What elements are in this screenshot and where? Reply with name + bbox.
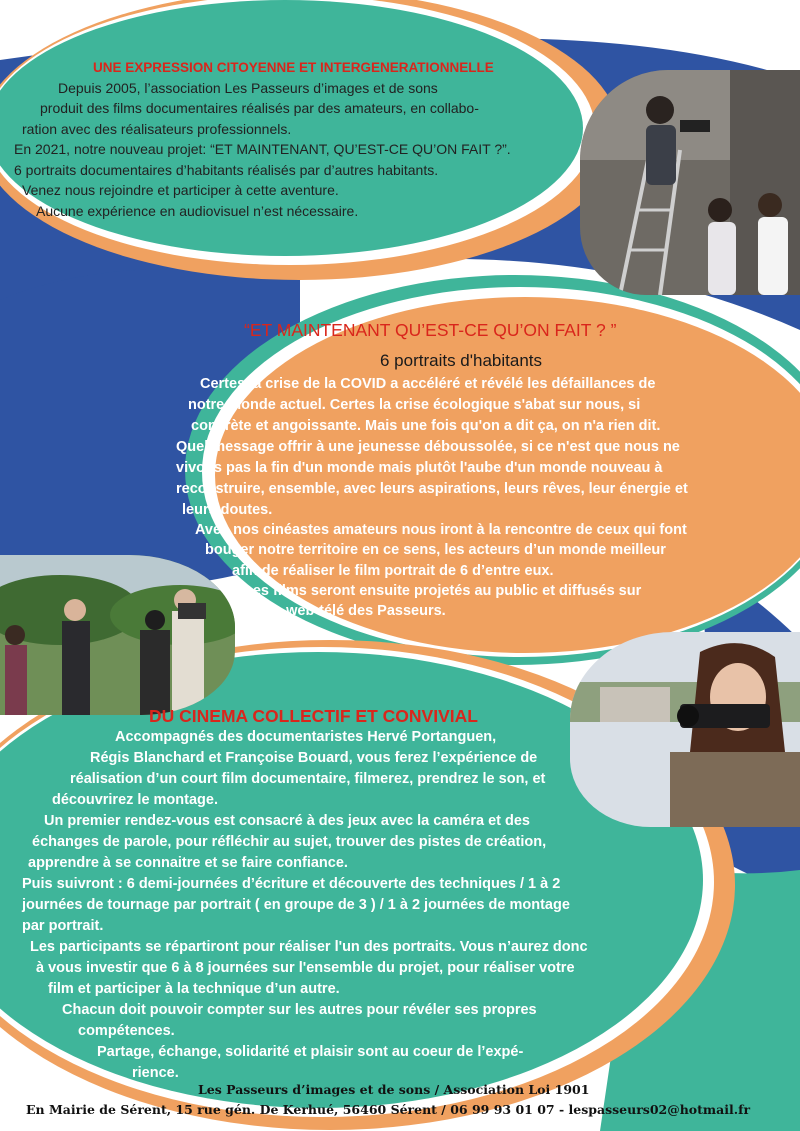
section3-line: Accompagnés des documentaristes Hervé Portanguen,: [115, 729, 497, 745]
photo-film-crew-ladder: [580, 70, 800, 295]
section3-line: Un premier rendez-vous est consacré à des jeux avec la caméra et des: [44, 813, 530, 829]
section2-line: Quel message offrir à une jeunesse déboussolée, si ce n'est que nous ne: [176, 439, 680, 455]
section2-line: la web-télé des Passeurs.: [270, 603, 446, 619]
section1-line: Venez nous rejoindre et participer à cette aventure.: [22, 182, 339, 198]
section3-heading: DU CINEMA COLLECTIF ET CONVIVIAL: [149, 706, 478, 726]
section1-line: Depuis 2005, l’association Les Passeurs d’images et de sons: [58, 80, 438, 96]
section2-line: Avec nos cinéastes amateurs nous iront à la rencontre de ceux qui font: [195, 522, 687, 538]
section2-subheading: 6 portraits d'habitants: [380, 351, 543, 370]
section3-line: compétences.: [78, 1023, 175, 1039]
section3-line: Les participants se répartiront pour réaliser l'un des portraits. Vous n’aurez donc: [30, 939, 588, 955]
section2-line: bouger notre territoire en ce sens, les acteurs d’un monde meilleur: [205, 542, 666, 558]
section2-line: reconstruire, ensemble, avec leurs aspirations, leurs rêves, leur énergie et: [176, 481, 688, 497]
section2-line: Certes la crise de la COVID a accéléré et révélé les défaillances de: [200, 376, 656, 392]
section3-line: apprendre à se connaitre et se faire confiance.: [28, 855, 348, 871]
section1-heading: UNE EXPRESSION CITOYENNE ET INTERGENERATIONNELLE: [93, 60, 494, 75]
section2-line: afin de réaliser le film portrait de 6 d’entre eux.: [232, 563, 554, 579]
section3-line: Chacun doit pouvoir compter sur les autres pour révéler ses propres: [62, 1002, 537, 1018]
section1-line: 6 portraits documentaires d’habitants réalisés par d’autres habitants.: [14, 162, 439, 178]
footer-contact: En Mairie de Sérent, 15 rue gén. De Kerhué, 56460 Sérent / 06 99 93 01 07 - lespasseurs02@hotmail.fr: [26, 1102, 751, 1117]
section3-line: film et participer à la technique d’un autre.: [48, 981, 340, 997]
section1-line: produit des films documentaires réalisés par des amateurs, en collabo-: [40, 100, 479, 116]
section3-line: journées de tournage par portrait ( en groupe de 3 ) / 1 à 2 journées de montage: [22, 897, 570, 913]
footer-association: Les Passeurs d’images et de sons / Association Loi 1901: [198, 1082, 590, 1097]
section3-line: réalisation d’un court film documentaire, filmerez, prendrez le son, et: [70, 771, 546, 787]
section2-heading: “ET MAINTENANT QU’EST-CE QU’ON FAIT ? ”: [244, 320, 617, 340]
section1-line: En 2021, notre nouveau projet: “ET MAINTENANT, QU’EST-CE QU’ON FAIT ?”.: [14, 141, 511, 157]
section3-line: Partage, échange, solidarité et plaisir sont au coeur de l’expé-: [97, 1044, 524, 1060]
section2-line: leurs doutes.: [182, 502, 273, 518]
photo-outdoor-film-crew: [0, 555, 235, 715]
section1-line: Aucune expérience en audiovisuel n’est nécessaire.: [36, 203, 359, 219]
photo-woman-with-camera: [570, 632, 800, 827]
section3-line: découvrirez le montage.: [52, 792, 218, 808]
section3-line: rience.: [132, 1065, 179, 1081]
section2-line: vivons pas la fin d'un monde mais plutôt l'aube d'un monde nouveau à: [176, 460, 663, 476]
section3-line: Puis suivront : 6 demi-journées d’écriture et découverte des techniques / 1 à 2: [22, 876, 561, 892]
section3-line: par portrait.: [22, 918, 104, 934]
section2-line: notre monde actuel. Certes la crise écologique s'abat sur nous, si: [188, 397, 641, 413]
section3-line: à vous investir que 6 à 8 journées sur l'ensemble du projet, pour réaliser votre: [36, 960, 575, 976]
section2-line: concrète et angoissante. Mais une fois qu'on a dit ça, on n'a rien dit.: [191, 418, 661, 434]
section2-line: Les films seront ensuite projetés au public et diffusés sur: [244, 583, 642, 599]
section1-line: ration avec des réalisateurs professionnels.: [22, 121, 292, 137]
section3-line: échanges de parole, pour réfléchir au sujet, trouver des pistes de création,: [32, 834, 547, 850]
section3-line: Régis Blanchard et Françoise Bouard, vous ferez l’expérience de: [90, 750, 538, 766]
